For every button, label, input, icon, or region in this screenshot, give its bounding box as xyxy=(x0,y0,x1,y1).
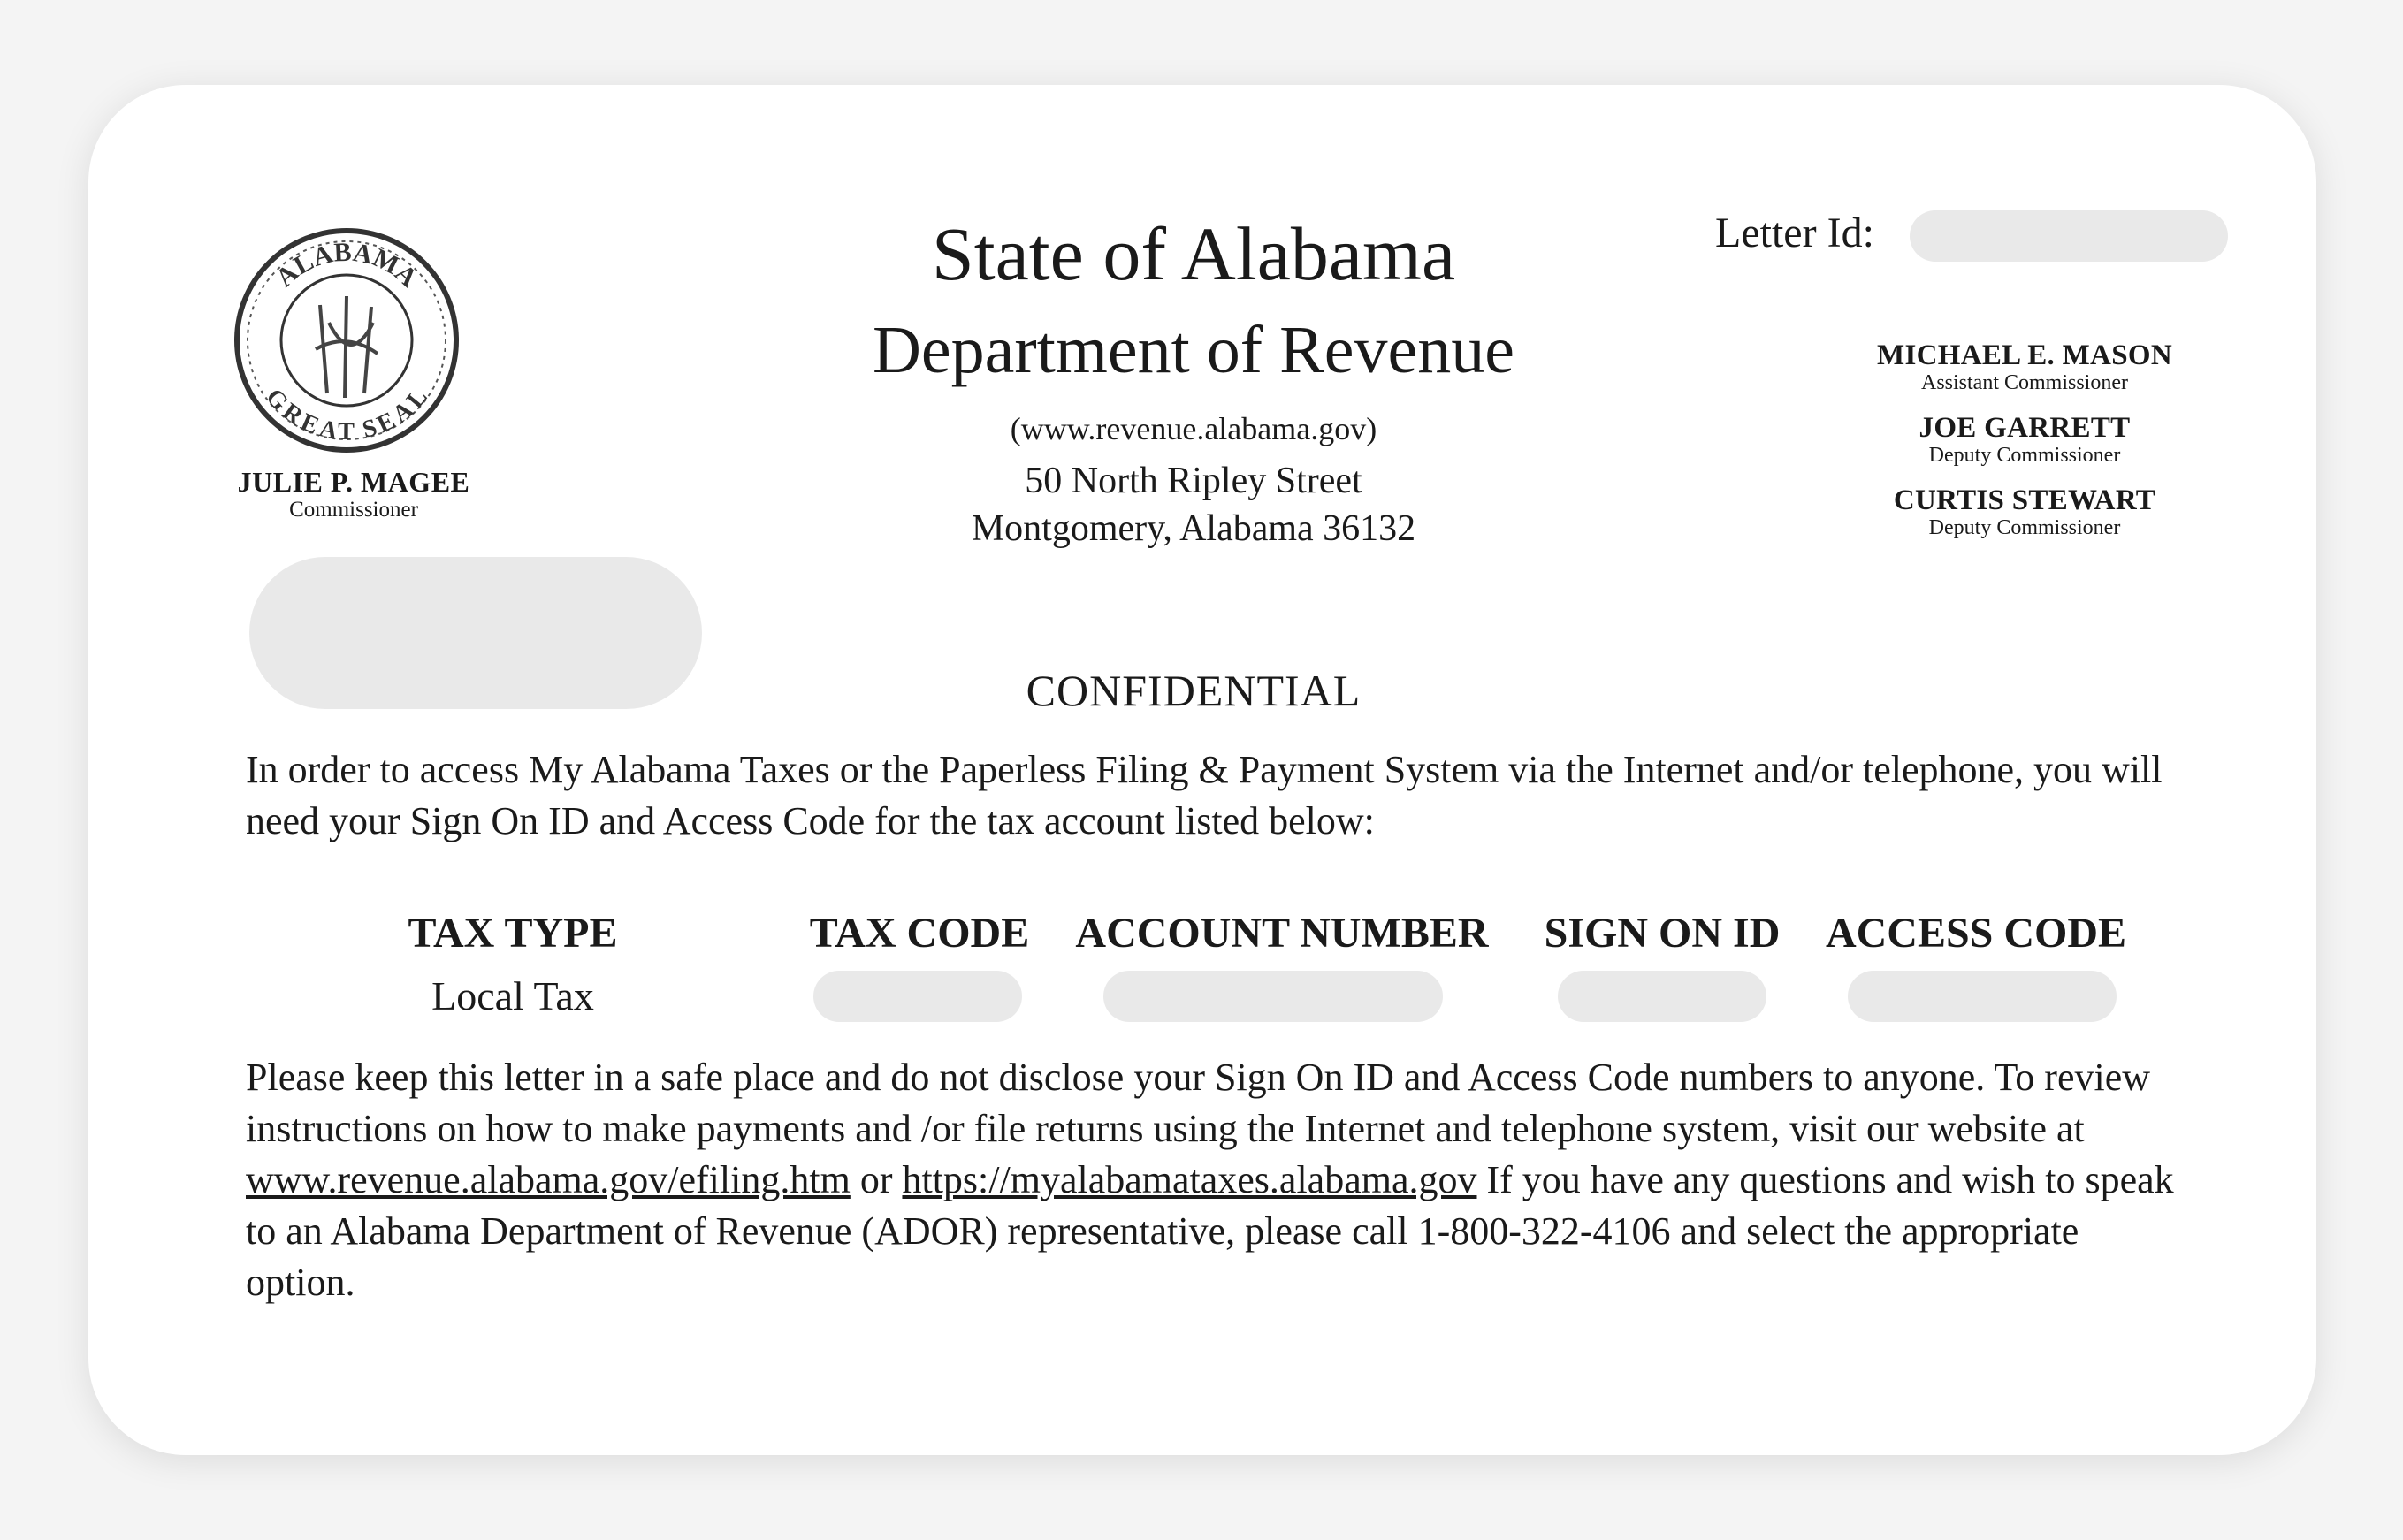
seal-top-text: ALABAMA xyxy=(270,237,423,294)
column-header-sign-on-id: SIGN ON ID xyxy=(1544,910,1781,957)
official-title: Deputy Commissioner xyxy=(1928,516,2121,540)
closing-text-2: or xyxy=(850,1158,903,1201)
closing-text-1: Please keep this letter in a safe place and do not disclose your Sign On ID and Access Code numbers to anyone. To review instructions on how to make payments and /or file returns using the Internet and telephone system, visit our website at xyxy=(246,1056,2151,1150)
commissioner-name: JULIE P. MAGEE xyxy=(237,466,470,498)
cell-tax-type: Local Tax xyxy=(431,973,594,1018)
access-code-redaction xyxy=(1848,971,2117,1022)
department-website: (www.revenue.alabama.gov) xyxy=(1010,411,1377,446)
sign-on-id-redaction xyxy=(1558,971,1766,1022)
closing-text-3: If you have any questions and wish to speak to an Alabama Department of Revenue (ADOR) representative, please call 1-800-322-4106 and select the appropriate option. xyxy=(246,1158,2174,1304)
official-1 xyxy=(1839,339,2210,395)
column-header-account-number: ACCOUNT NUMBER xyxy=(1075,910,1489,957)
intro-paragraph: In order to access My Alabama Taxes or the Paperless Filing & Payment System via the Internet and/or telephone, you will need your Sign On ID and Access Code for the tax account listed below: xyxy=(246,748,2163,842)
commissioner-block xyxy=(177,467,530,522)
official-title: Deputy Commissioner xyxy=(1928,444,2121,468)
alabama-great-seal-icon xyxy=(232,225,462,455)
official-name: JOE GARRETT xyxy=(1919,412,2131,444)
official-2 xyxy=(1839,412,2210,468)
street-address: 50 North Ripley Street xyxy=(1025,461,1362,501)
recipient-address-redaction xyxy=(249,557,702,709)
commissioner-title: Commissioner xyxy=(289,498,418,522)
official-name: MICHAEL E. MASON xyxy=(1877,339,2172,371)
confidential-heading: CONFIDENTIAL xyxy=(1026,666,1362,715)
city-address: Montgomery, Alabama 36132 xyxy=(971,508,1416,549)
myalabamataxes-link[interactable]: https://myalabamataxes.alabama.gov xyxy=(902,1158,1477,1201)
tax-code-redaction xyxy=(813,971,1022,1022)
account-number-redaction xyxy=(1103,971,1443,1022)
official-name: CURTIS STEWART xyxy=(1893,484,2156,516)
state-title: State of Alabama xyxy=(931,211,1456,296)
letter-id-label: Letter Id: xyxy=(1715,210,1874,256)
column-header-tax-type: TAX TYPE xyxy=(408,910,618,957)
department-title: Department of Revenue xyxy=(873,313,1514,387)
column-header-tax-code: TAX CODE xyxy=(809,910,1030,957)
closing-paragraph xyxy=(246,1052,2191,1308)
letter-id-redaction xyxy=(1910,210,2228,262)
column-header-access-code: ACCESS CODE xyxy=(1825,910,2127,957)
seal-bottom-text: GREAT SEAL xyxy=(260,383,433,446)
official-title: Assistant Commissioner xyxy=(1920,371,2128,395)
official-3 xyxy=(1839,484,2210,540)
efiling-link[interactable]: www.revenue.alabama.gov/efiling.htm xyxy=(246,1158,851,1201)
